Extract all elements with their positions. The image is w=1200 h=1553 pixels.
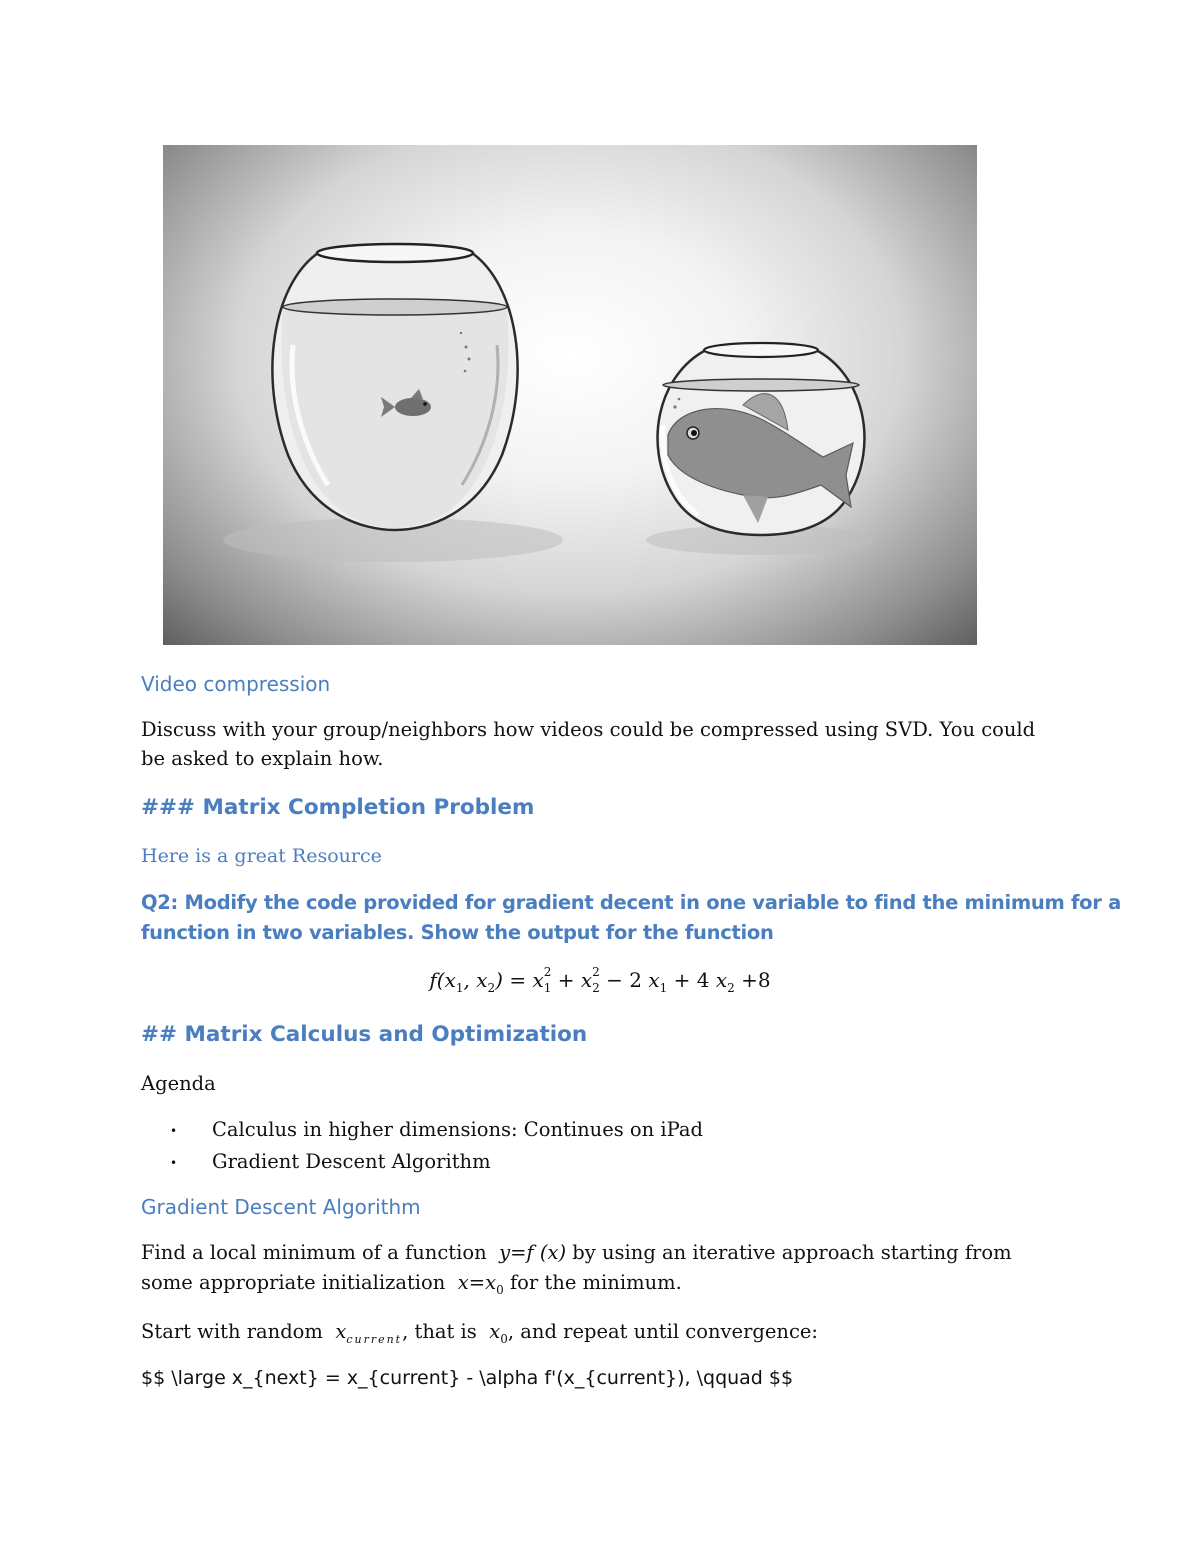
function-expression: y=f (x)	[492, 1241, 573, 1264]
equation-lhs: f	[429, 968, 437, 992]
x-zero-symbol: $x_0$	[483, 1320, 508, 1346]
update-rule-latex: $$ \large x_{next} = x_{current} - \alpha f'(x_{current}), \qquad $$	[141, 1367, 794, 1389]
large-fishbowl	[272, 244, 517, 530]
gd-text: Find a local minimum of a function	[141, 1241, 487, 1264]
objective-equation: $f(x_1$, $x_2) = x$ $_{2 1}$ + x $_{2 2}$ − 2 $x_1 + 4$ $x_2 +8$	[429, 965, 771, 995]
matrix-completion-heading: ### Matrix Completion Problem	[141, 795, 535, 820]
x-current-symbol: $x_{current}$	[329, 1320, 403, 1346]
bullet-icon: •	[170, 1124, 178, 1138]
gd-text: by using an iterative approach starting from	[572, 1241, 1012, 1264]
gd-text: , and repeat until convergence:	[507, 1320, 819, 1343]
gd-text: for the minimum.	[509, 1271, 682, 1294]
agenda-label: Agenda	[141, 1072, 216, 1095]
gd-text: , that is	[402, 1320, 477, 1343]
matrix-calculus-heading: ## Matrix Calculus and Optimization	[141, 1022, 588, 1047]
fishbowls-photo	[163, 145, 977, 645]
gd-paragraph-2	[141, 1320, 818, 1346]
agenda-item: Calculus in higher dimensions: Continues on iPad	[212, 1118, 704, 1141]
gradient-descent-heading: Gradient Descent Algorithm	[141, 1195, 421, 1219]
video-compression-heading: Video compression	[141, 672, 331, 696]
gd-paragraph-line-1	[141, 1241, 1012, 1264]
resource-link[interactable]: Here is a great Resource	[141, 845, 382, 867]
gd-paragraph-line-2	[141, 1271, 682, 1297]
q2-line-2: function in two variables. Show the output for the function	[141, 921, 774, 944]
gd-text: Start with random	[141, 1320, 323, 1343]
fishbowls-illustration	[163, 145, 977, 645]
video-text-line-2: be asked to explain how.	[141, 747, 384, 770]
agenda-item: Gradient Descent Algorithm	[212, 1150, 491, 1173]
video-text-line-1: Discuss with your group/neighbors how videos could be compressed using SVD. You could	[141, 718, 1036, 741]
initialization-expression: $x=x_0$	[451, 1271, 504, 1297]
gd-text: some appropriate initialization	[141, 1271, 446, 1294]
bullet-icon: •	[170, 1156, 178, 1170]
q2-line-1: Q2: Modify the code provided for gradient decent in one variable to find the minimum for a	[141, 891, 1121, 914]
